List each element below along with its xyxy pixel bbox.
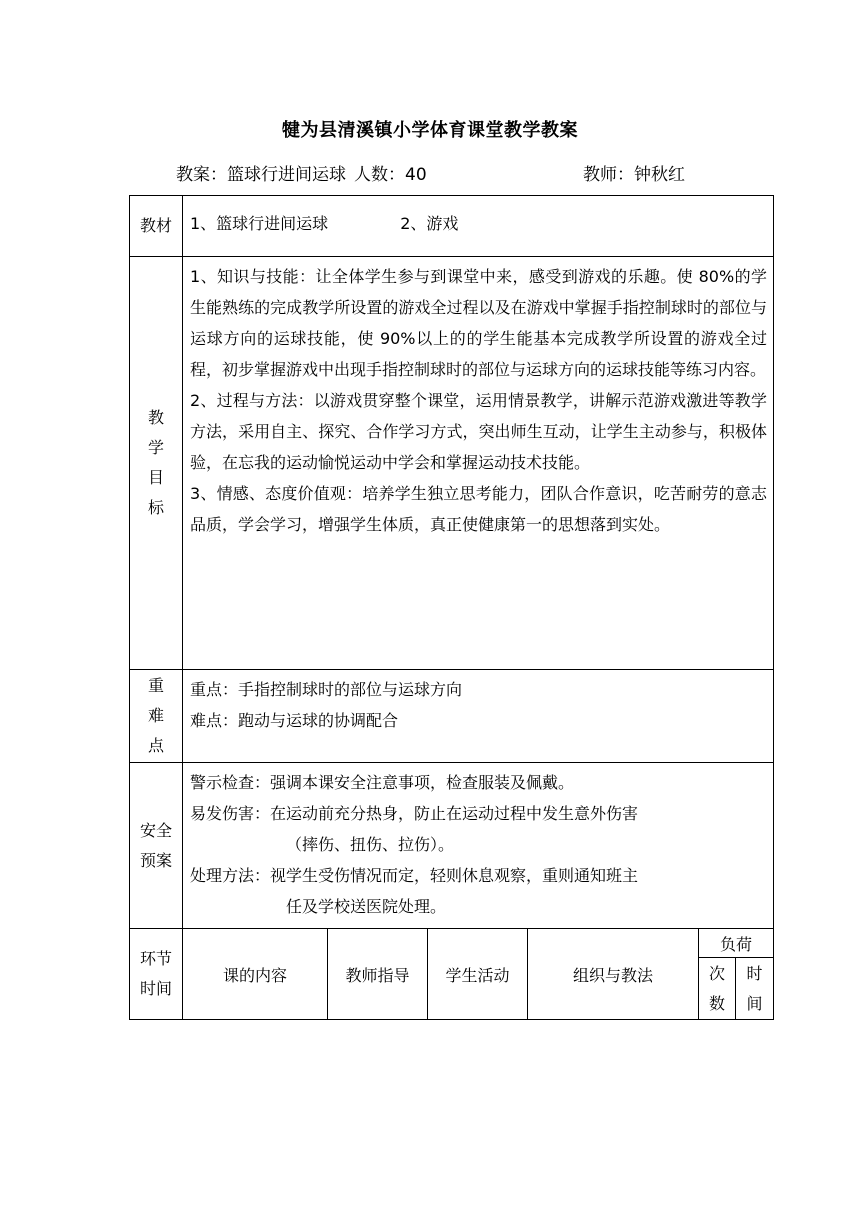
goal-knowledge: 1、知识与技能：让全体学生参与到课堂中来，感受到游戏的乐趣。使 80%的学生能熟练的完成教学所设置的游戏全过程以及在游戏中掌握手指控制球时的部位与运球方向的运球技能，使 90%以上的的学生能基本完成教学所设置的游戏全过程，初步掌握游戏中出现手指控制球时的部位与运球方向的运球技能等练习内容。 (190, 267, 767, 379)
key-label-char: 点 (147, 736, 164, 755)
goal-attitude: 3、情感、态度价值观：培养学生独立思考能力，团队合作意识，吃苦耐劳的意志品质，学会学习，增强学生体质，真正使健康第一的思想落到实处。 (190, 484, 767, 534)
goals-content (183, 257, 774, 670)
goal-process: 2、过程与方法：以游戏贯穿整个课堂，运用情景教学，讲解示范游戏激进等教学方法，采用自主、探究、合作学习方式，突出师生互动，让学生主动参与，积极体验，在忘我的运动愉悦运动中学会和掌握运动技术技能。 (190, 391, 767, 472)
times-header-char: 次 (708, 963, 725, 983)
safety-row (130, 763, 774, 929)
duration-header-char: 间 (746, 993, 763, 1013)
times-header (699, 958, 736, 1020)
stage-time-header (130, 929, 183, 1020)
key-label-char: 难 (147, 706, 164, 725)
lesson-name: 教案：篮球行进间运球 (176, 165, 346, 185)
duration-header (736, 958, 774, 1020)
teacher-name: 教师：钟秋红 (583, 165, 685, 185)
material-item-2: 2、游戏 (400, 213, 459, 233)
goals-label-char: 学 (147, 438, 164, 457)
goals-label-char: 标 (147, 498, 164, 517)
load-header: 负荷 (699, 929, 774, 958)
student-activity-header: 学生活动 (428, 929, 528, 1020)
difficulty-point: 难点：跑动与运球的协调配合 (190, 711, 399, 730)
student-count: 人数：40 (354, 165, 427, 185)
safety-label-line: 预案 (139, 850, 172, 870)
stage-header-line: 环节 (139, 949, 172, 968)
safety-label-line: 安全 (139, 820, 172, 840)
organization-header: 组织与教法 (528, 929, 699, 1020)
material-item-1: 1、篮球行进间运球 (190, 213, 329, 233)
key-points-content (183, 670, 774, 763)
safety-label (130, 763, 183, 929)
page-title: 犍为县清溪镇小学体育课堂教学教案 (282, 120, 578, 141)
safety-content (183, 763, 774, 929)
stage-header-line: 时间 (139, 979, 172, 998)
material-row (130, 196, 774, 257)
header-row (130, 929, 774, 958)
key-label-char: 重 (147, 676, 164, 695)
material-content (183, 196, 774, 257)
teacher-guide-header: 教师指导 (328, 929, 428, 1020)
content-header: 课的内容 (183, 929, 328, 1020)
safety-injury: 易发伤害：在运动前充分热身，防止在运动过程中发生意外伤害 (190, 804, 639, 823)
lesson-info (176, 160, 427, 185)
goals-label-char: 教 (147, 408, 164, 427)
duration-header-char: 时 (746, 963, 763, 983)
goals-row (130, 257, 774, 670)
safety-handling-cont: 任及学校送医院处理。 (286, 897, 447, 916)
times-header-char: 数 (708, 993, 725, 1013)
safety-injury-cont: （摔伤、扭伤、拉伤）。 (286, 835, 455, 854)
material-label: 教材 (130, 196, 183, 257)
goals-label-char: 目 (147, 468, 164, 487)
goals-label (130, 257, 183, 670)
key-points-row (130, 670, 774, 763)
key-point: 重点：手指控制球时的部位与运球方向 (190, 680, 463, 699)
safety-handling: 处理方法：视学生受伤情况而定，轻则休息观察，重则通知班主 (190, 866, 639, 885)
lesson-plan-table (129, 195, 774, 1020)
safety-check: 警示检查：强调本课安全注意事项，检查服装及佩戴。 (190, 773, 575, 792)
key-points-label (130, 670, 183, 763)
